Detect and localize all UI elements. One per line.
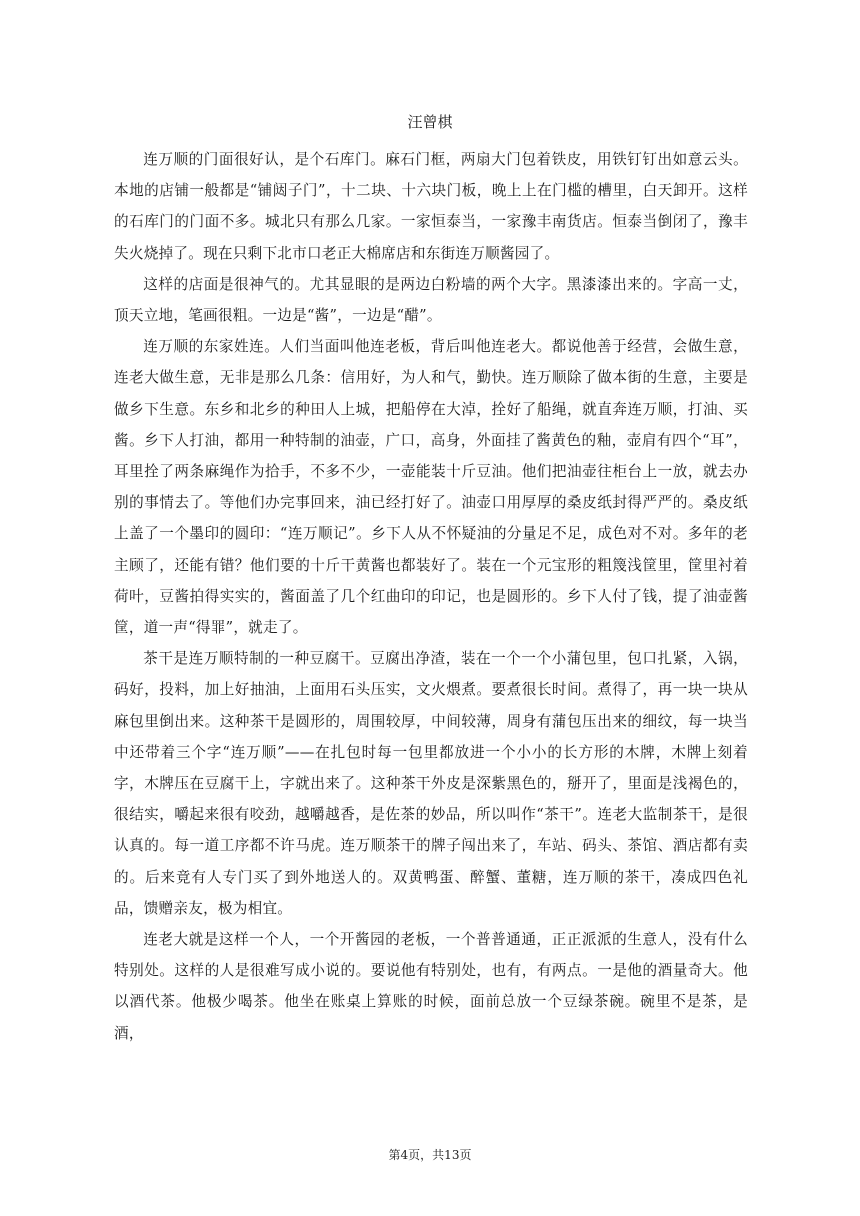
page-number-footer: 第4页，共13页 (388, 1148, 472, 1162)
paragraph-2: 这样的店面是很神气的。尤其显眼的是两边白粉墙的两个大字。黑漆漆出来的。字高一丈，顶天立地，笔画很粗。一边是“酱”，一边是“醋”。 (114, 275, 748, 325)
paragraph-3: 连万顺的东家姓连。人们当面叫他连老板，背后叫他连老大。都说他善于经营，会做生意，连老大做生意，无非是那么几条：信用好，为人和气，勤快。连万顺除了做本街的生意，主要是做乡下生意。东乡和北乡的种田人上城，把船停在大淖，拴好了船绳，就直奔连万顺，打油、买酱。乡下人打油，都用一种特制的油壶，广口，高身，外面挂了酱黄色的釉，壶肩有四个“耳”，耳里拴了两条麻绳作为拾手，不多不少，一壶能装十斤豆油。他们把油壶往柜台上一放，就去办别的事情去了。等他们办完事回来，油已经打好了。油壶口用厚厚的桑皮纸封得严严的。桑皮纸上盖了一个墨印的圆印：“连万顺记”。乡下人从不怀疑油的分量足不足，成色对不对。多年的老主顾了，还能有错？他们要的十斤干黄酱也都装好了。装在一个元宝形的粗篾浅筐里，筐里衬着荷叶，豆酱拍得实实的，酱面盖了几个红曲印的印记，也是圆形的。乡下人付了钱，提了油壶酱筐，道一声“得罪”，就走了。 (114, 338, 748, 637)
paragraph-5: 连老大就是这样一个人，一个开酱园的老板，一个普普通通，正正派派的生意人，没有什么特别处。这样的人是很难写成小说的。要说他有特别处，也有，有两点。一是他的酒量奇大。他以酒代茶。他极少喝茶。他坐在账桌上算账的时候，面前总放一个豆绿茶碗。碗里不是茶，是酒， (114, 931, 748, 1042)
paragraph-4: 茶干是连万顺特制的一种豆腐干。豆腐出净渣，装在一个一个小蒲包里，包口扎紧，入锅，码好，投料，加上好抽油，上面用石头压实，文火煨煮。要煮很长时间。煮得了，再一块一块从麻包里倒出来。这种茶干是圆形的，周围较厚，中间较薄，周身有蒲包压出来的细纹，每一块当中还带着三个字“连万顺”——在扎包时每一包里都放进一个小小的长方形的木牌，木牌上刻着字，木牌压在豆腐干上，字就出来了。这种茶干外皮是深紫黑色的，掰开了，里面是浅褐色的，很结实，嚼起来很有咬劲，越嚼越香，是佐茶的妙品，所以叫作“茶干”。连老大监制茶干，是很认真的。每一道工序都不许马虎。连万顺茶干的牌子闯出来了，车站、码头、茶馆、酒店都有卖的。后来竟有人专门买了到外地送人的。双黄鸭蛋、醉蟹、董糖，连万顺的茶干，凑成四色礼品，馈赠亲友，极为相宜。 (114, 650, 748, 917)
paragraph-1: 连万顺的门面很好认，是个石库门。麻石门框，两扇大门包着铁皮，用铁钉钉出如意云头。本地的店铺一般都是“铺闼子门”，十二块、十六块门板，晚上上在门槛的槽里，白天卸开。这样的石库门的门面不多。城北只有那么几家。一家恒泰当，一家豫丰南货店。恒泰当倒闭了，豫丰失火烧掉了。现在只剩下北市口老正大棉席店和东街连万顺酱园了。 (114, 151, 748, 262)
author-name: 汪曾棋 (407, 113, 453, 131)
article-body (114, 144, 748, 1049)
